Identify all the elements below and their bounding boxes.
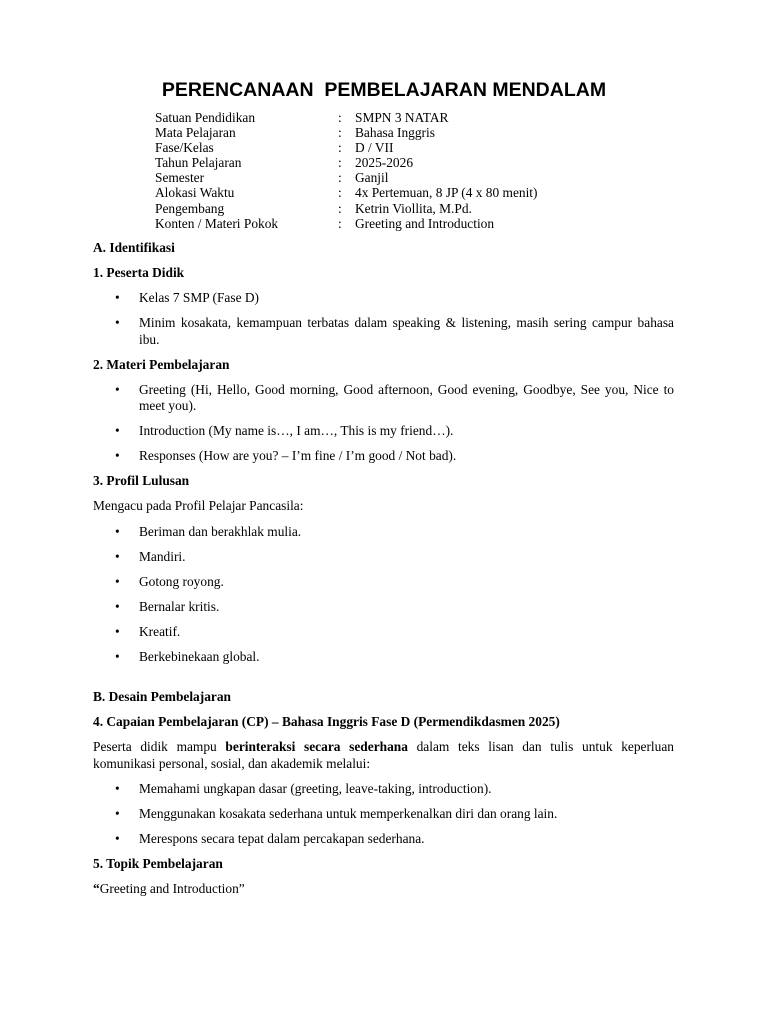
list-item-text: Beriman dan berakhlak mulia. [139, 523, 302, 539]
info-colon: : [338, 215, 342, 231]
list-item [93, 806, 674, 823]
info-value: D / VII [355, 140, 394, 156]
info-colon: : [338, 185, 342, 201]
bullet-icon: • [115, 448, 120, 463]
bullet-icon: • [115, 548, 120, 564]
info-colon: : [338, 200, 342, 216]
info-label: Satuan Pendidikan [155, 110, 256, 125]
peserta-didik-list [93, 290, 674, 348]
bullet-icon: • [115, 806, 120, 821]
list-item-text: Memahami ungkapan dasar (greeting, leave-taking, introduction). [139, 781, 492, 796]
info-row-konten [155, 216, 675, 231]
info-colon: : [338, 170, 342, 186]
bullet-icon: • [115, 598, 120, 614]
list-item-text: Menggunakan kosakata sederhana untuk memperkenalkan diri dan orang lain. [139, 806, 558, 821]
info-colon: : [338, 125, 342, 141]
info-label: Fase/Kelas [155, 140, 214, 156]
info-label: Pengembang [155, 200, 225, 216]
info-label: Alokasi Waktu [155, 185, 235, 201]
capaian-intro-text: Peserta didik mampu [93, 739, 226, 754]
section-b-heading: B. Desain Pembelajaran [93, 689, 231, 704]
capaian-heading: 4. Capaian Pembelajaran (CP) – Bahasa Inggris Fase D (Permendikdasmen 2025) [93, 714, 560, 729]
info-label: Semester [155, 170, 205, 186]
info-value: Ketrin Viollita, M.Pd. [355, 200, 472, 216]
info-row-pengembang [155, 201, 675, 216]
bullet-icon: • [115, 381, 120, 397]
info-colon: : [338, 140, 342, 156]
info-value: 4x Pertemuan, 8 JP (4 x 80 menit) [355, 185, 538, 201]
list-item-text: Responses (How are you? – I’m fine / I’m good / Not bad). [139, 448, 457, 463]
info-row-semester [155, 170, 675, 185]
info-value: Ganjil [355, 170, 389, 186]
list-item-text: Merespons secara tepat dalam percakapan sederhana. [139, 831, 425, 846]
list-item-text: Berkebinekaan global. [139, 648, 260, 664]
info-label: Konten / Materi Pokok [155, 215, 279, 231]
list-item [93, 624, 674, 641]
document-title: PERENCANAAN PEMBELAJARAN MENDALAM [161, 79, 607, 101]
bullet-icon: • [115, 290, 120, 305]
info-row-satuan [155, 110, 675, 125]
list-item [93, 649, 674, 666]
bullet-icon: • [115, 623, 120, 639]
info-value: Bahasa Inggris [355, 125, 435, 141]
bullet-icon: • [115, 573, 120, 589]
list-item-text: Bernalar kritis. [139, 598, 220, 614]
info-value: 2025-2026 [355, 155, 414, 171]
list-item [93, 781, 674, 798]
info-label: Mata Pelajaran [155, 125, 236, 141]
document-body [93, 240, 674, 907]
list-item [93, 315, 674, 348]
info-row-tahun [155, 155, 675, 170]
section-a-heading: A. Identifikasi [93, 240, 175, 255]
info-value: SMPN 3 NATAR [355, 110, 449, 125]
materi-list [93, 382, 674, 465]
info-row-fase [155, 140, 675, 155]
list-item [93, 448, 674, 465]
list-item-text: Gotong royong. [139, 573, 224, 589]
list-item [93, 549, 674, 566]
list-item [93, 423, 674, 440]
list-item-text: Introduction (My name is…, I am…, This is my friend…). [139, 423, 454, 438]
bullet-icon: • [115, 315, 120, 330]
capaian-intro [93, 739, 674, 772]
identity-table [155, 110, 675, 231]
bullet-icon: • [115, 831, 120, 846]
capaian-list [93, 781, 674, 848]
list-item-text: Greeting (Hi, Hello, Good morning, Good afternoon, Good evening, Goodbye, See you, Nice to meet you). [139, 381, 674, 413]
bullet-icon: • [115, 423, 120, 438]
bullet-icon: • [115, 523, 120, 539]
info-colon: : [338, 110, 342, 125]
profil-list [93, 524, 674, 666]
profil-heading: 3. Profil Lulusan [93, 473, 190, 488]
info-row-mapel [155, 125, 675, 140]
list-item [93, 290, 674, 307]
list-item [93, 524, 674, 541]
list-item [93, 574, 674, 591]
topik-heading: 5. Topik Pembelajaran [93, 856, 223, 871]
list-item-text: Minim kosakata, kemampuan terbatas dalam speaking & listening, masih sering campur bahasa ibu. [139, 315, 674, 347]
capaian-intro-text: dalam teks lisan dan tulis untuk keperluan komunikasi personal, sosial, dan akademik melalui: [93, 739, 674, 771]
info-colon: : [338, 155, 342, 171]
list-item [93, 599, 674, 616]
materi-heading: 2. Materi Pembelajaran [93, 356, 230, 372]
list-item-text: Mandiri. [139, 548, 186, 564]
info-row-alokasi [155, 185, 675, 200]
list-item-text: Kelas 7 SMP (Fase D) [139, 290, 260, 305]
profil-intro: Mengacu pada Profil Pelajar Pancasila: [93, 498, 304, 513]
topik-text [93, 881, 674, 898]
info-label: Tahun Pelajaran [155, 155, 242, 171]
list-item-text: Kreatif. [139, 623, 181, 639]
bullet-icon: • [115, 781, 120, 796]
list-item [93, 382, 674, 415]
peserta-didik-heading: 1. Peserta Didik [93, 265, 185, 280]
topik-value: Greeting and Introduction” [99, 881, 245, 896]
open-quote: “ [93, 881, 100, 896]
capaian-intro-emphasis: berinteraksi secara sederhana [225, 739, 408, 754]
bullet-icon: • [115, 648, 120, 664]
info-value: Greeting and Introduction [355, 215, 495, 231]
list-item [93, 831, 674, 848]
